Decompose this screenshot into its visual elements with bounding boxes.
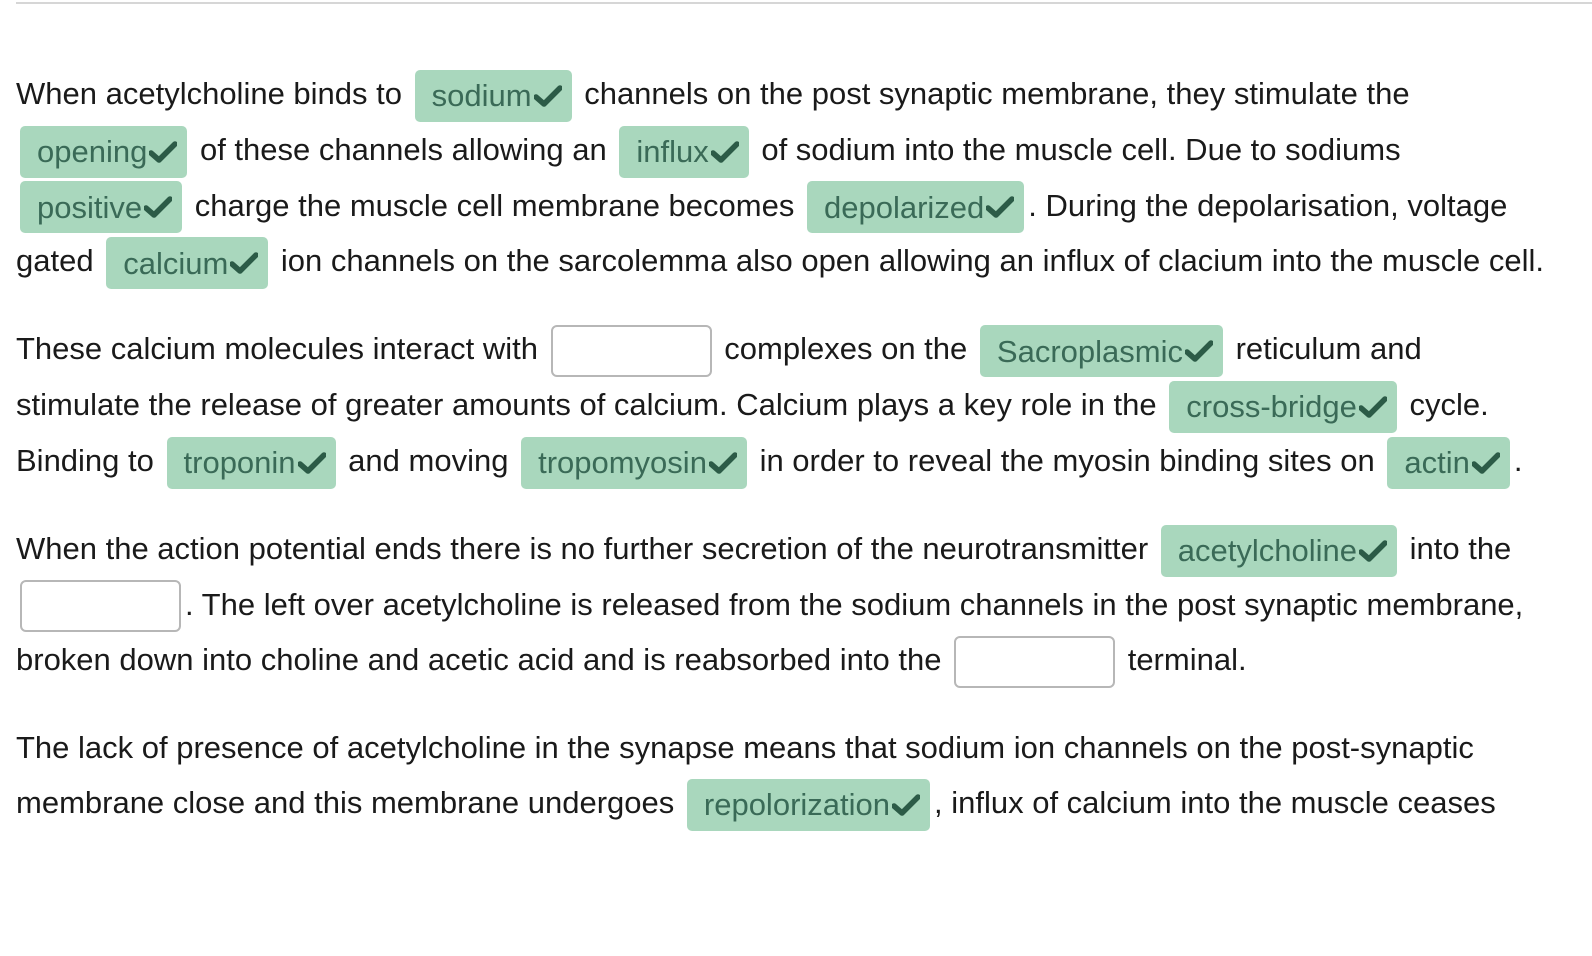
answer-troponin[interactable] [167, 437, 336, 489]
answer-sacroplasmic[interactable] [980, 325, 1223, 377]
sentence-text: complexes on the [724, 331, 968, 367]
blank-complexes[interactable] [551, 325, 712, 377]
answer-label: calcium [123, 245, 229, 281]
checkmark-icon [986, 196, 1014, 218]
answer-cross-bridge[interactable] [1169, 381, 1397, 433]
answer-repolorization[interactable] [687, 779, 930, 831]
answer-label: influx [636, 134, 709, 170]
sentence-text: reticulum and stimulate the release of greater amounts of calcium. Calcium plays a key role in the [16, 331, 1422, 423]
paragraph-4 [16, 720, 1546, 831]
paragraph-3 [16, 521, 1546, 688]
sentence-text: of sodium into the muscle cell. Due to sodiums [761, 131, 1401, 167]
answer-acetylcholine[interactable] [1161, 525, 1397, 577]
checkmark-icon [709, 452, 737, 474]
answer-positive[interactable] [20, 181, 182, 233]
answer-label: repolorization [703, 787, 890, 823]
answer-label: troponin [183, 445, 296, 481]
sentence-text: , influx of calcium into the muscle ceases [934, 785, 1496, 821]
paragraph-2 [16, 321, 1546, 488]
answer-influx[interactable] [619, 126, 748, 178]
answer-label: opening [37, 134, 148, 170]
sentence-text: The lack of presence of acetylcholine in the synapse means that sodium ion channels on the post-synaptic membrane close and this membrane undergoes [16, 730, 1474, 821]
top-divider [16, 2, 1592, 4]
checkmark-icon [1185, 340, 1213, 362]
answer-opening[interactable] [20, 126, 187, 178]
checkmark-icon [230, 252, 258, 274]
answer-label: cross-bridge [1186, 389, 1357, 425]
sentence-text: When the action potential ends there is no further secretion of the neurotransmitter [16, 530, 1149, 566]
sentence-text: and moving [348, 442, 509, 478]
answer-label: Sacroplasmic [996, 333, 1183, 369]
answer-sodium[interactable] [415, 70, 572, 122]
sentence-text: . The left over acetylcholine is released from the sodium channels in the post synaptic membrane, broken down into choline and acetic acid and is reabsorbed into the [16, 586, 1524, 678]
answer-actin[interactable] [1387, 437, 1509, 489]
sentence-text: into the [1409, 530, 1512, 566]
answer-label: positive [37, 189, 143, 225]
answer-label: acetylcholine [1177, 533, 1357, 568]
sentence-text: When acetylcholine binds to [16, 76, 403, 111]
checkmark-icon [144, 196, 172, 218]
sentence-text: channels on the post synaptic membrane, they stimulate the [584, 76, 1410, 111]
sentence-text: ion channels on the sarcolemma also open allowing an influx of clacium into the muscle cell. [280, 243, 1544, 279]
sentence-text: . During the depolarisation, voltage gated [16, 187, 1508, 279]
sentence-text: charge the muscle cell membrane becomes [194, 187, 795, 223]
answer-label: depolarized [823, 189, 985, 225]
checkmark-icon [1359, 540, 1387, 562]
sentence-text: in order to reveal the myosin binding sites on [759, 442, 1375, 478]
sentence-text: These calcium molecules interact with [16, 331, 539, 367]
sentence-text: of these channels allowing an [199, 131, 607, 167]
cloze-question-body [16, 66, 1546, 863]
paragraph-1 [16, 66, 1546, 289]
checkmark-icon [711, 141, 739, 163]
checkmark-icon [298, 452, 326, 474]
answer-label: tropomyosin [538, 445, 707, 481]
sentence-text: terminal. [1127, 642, 1247, 678]
checkmark-icon [149, 141, 177, 163]
checkmark-icon [1472, 452, 1500, 474]
blank-terminal[interactable] [954, 636, 1115, 688]
answer-label: sodium [431, 78, 532, 114]
answer-depolarized[interactable] [807, 181, 1024, 233]
checkmark-icon [892, 794, 920, 816]
answer-tropomyosin[interactable] [521, 437, 747, 489]
checkmark-icon [534, 85, 562, 107]
checkmark-icon [1359, 396, 1387, 418]
answer-calcium[interactable] [106, 237, 268, 289]
sentence-text: cycle. Binding to [16, 387, 1489, 478]
blank-into-the[interactable] [20, 580, 181, 632]
sentence-text: . [1513, 442, 1523, 478]
answer-label: actin [1404, 445, 1470, 481]
